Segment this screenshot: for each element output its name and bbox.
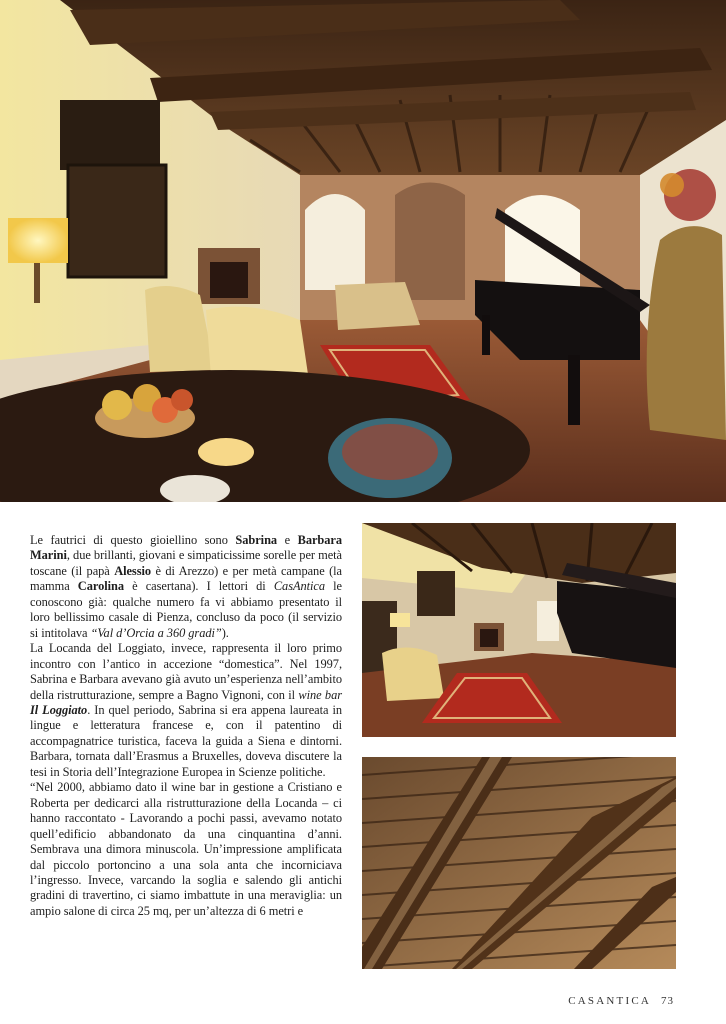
text-run: La Locanda del Loggiato, invece, rappresenta il loro primo incontro con l’antico in accezione “domestica”. Nel 1997, Sabrina e Barbara avevano già avuto un’esperienza nell’ambito della ristrutturazione, sempre a Bagno Vignoni, con il <box>30 641 342 702</box>
magazine-name-italic: CasAntica <box>273 579 326 594</box>
magazine-name: CASANTICA <box>568 995 651 1007</box>
name-alessio: Alessio <box>114 563 152 578</box>
article-paragraph-1 <box>30 533 342 641</box>
text-run: , due brillanti, giovani e simpaticissime sorelle per metà toscane (il papà <box>30 548 342 578</box>
text-run: le conoscono già: qualche numero fa vi abbiamo presentato il loro bellissimo casale di Pienza, concluso da poco (il servizio si intitolava <box>30 579 342 640</box>
name-carolina: Carolina <box>77 579 124 594</box>
name-sabrina: Sabrina <box>235 533 278 547</box>
text-run: è di Arezzo) e per metà campane (la mamma <box>30 563 342 594</box>
text-run: . In quel periodo, Sabrina si era appena laureata in lingue e letteratura francese e, con il patentino di accompagnatrice turistica, faceva la guida a Siena e dintorni. Barbara, tornata dall’Erasmus a Bruxelles, doveva discutere la tesi in Storia dell’Integrazione Europea in Scienze politiche. <box>30 702 342 779</box>
article-paragraph-2 <box>30 641 342 780</box>
article-paragraph-3: “Nel 2000, abbiamo dato il wine bar in gestione a Cristiano e Roberta per dedicarci alla ristrutturazione della Locanda – ci hanno raccontato - Lavorando a pochi passi, avevamo notato quell’edificio abbandonato da una cinquantina d’anni. Sembrava una dimora minuscola. Un’impressione amplificata dal piccolo portoncino a una sola anta che incorniciava l’ingresso. Invece, varcando la soglia e salendo gli antichi gradini di travertino, ci siamo imbattute in una meraviglia: un ampio salone di circa 25 mq, per un’altezza di 6 metri e <box>30 780 342 918</box>
page-footer <box>568 995 674 1007</box>
photo-living-room-piano <box>362 523 676 737</box>
hero-photo-illustration <box>0 0 726 502</box>
name-barbara-marini: Barbara Marini <box>30 533 343 563</box>
photo-wooden-ceiling <box>362 757 676 969</box>
wine-bar-name: Il Loggiato <box>30 702 88 717</box>
photo-living-room-illustration <box>362 523 676 737</box>
wine-bar-italic: wine bar <box>298 687 342 702</box>
text-run: Le fautrici di questo gioiellino sono <box>30 533 236 547</box>
feature-title-italic: “Val d’Orcia a 360 gradi” <box>90 625 222 640</box>
text-run: e <box>277 533 298 547</box>
text-run: è casertana). I lettori di <box>123 579 274 594</box>
hero-photo-living-room <box>0 0 726 502</box>
photo-wooden-ceiling-illustration <box>362 757 676 969</box>
text-run: ). <box>221 625 229 640</box>
page-number: 73 <box>661 995 674 1007</box>
article-body <box>30 533 342 919</box>
